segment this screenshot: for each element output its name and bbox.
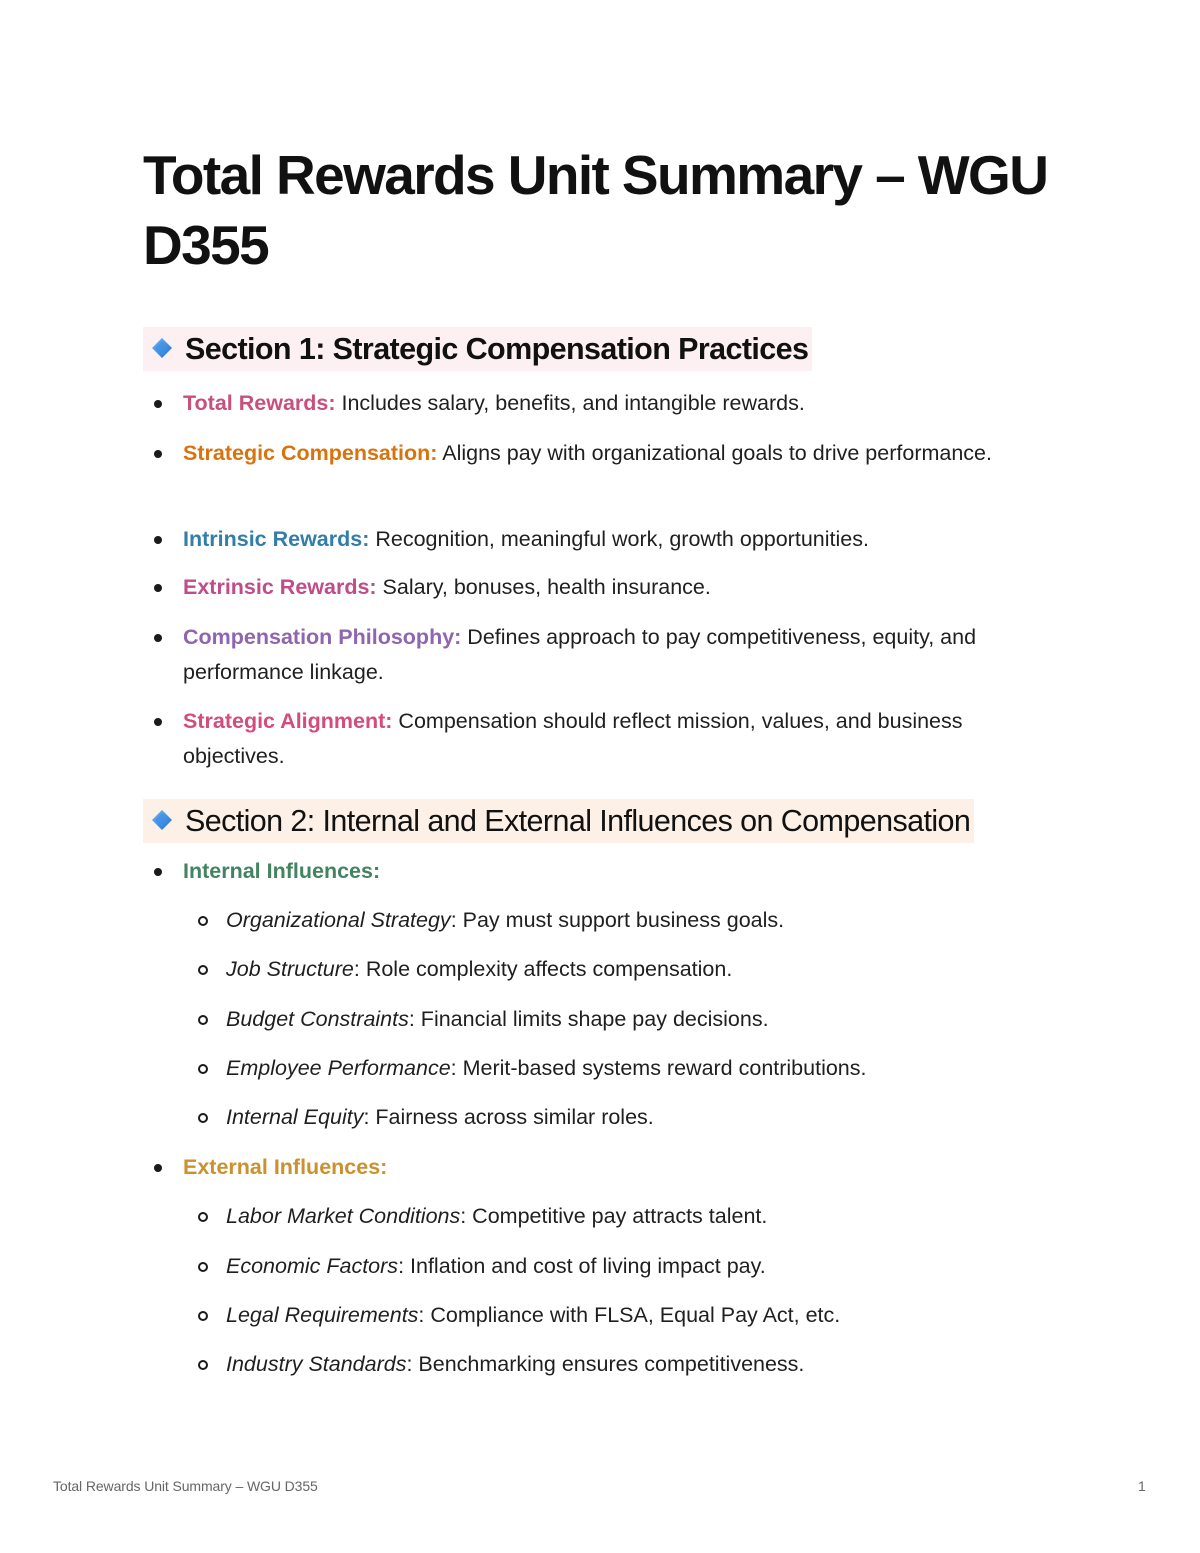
sub-term-label: Budget Constraints xyxy=(226,1007,409,1031)
sub-term-label: Labor Market Conditions xyxy=(226,1204,461,1228)
sub-term-label: Employee Performance xyxy=(226,1056,451,1080)
hollow-bullet-icon xyxy=(198,1015,208,1025)
bullet-icon xyxy=(154,868,162,876)
sub-term-description: : Inflation and cost of living impact pay. xyxy=(398,1254,766,1278)
term-description: Includes salary, benefits, and intangible rewards. xyxy=(335,391,805,415)
sub-term-description: : Pay must support business goals. xyxy=(450,908,785,932)
term-label: Total Rewards: xyxy=(183,391,336,415)
bullet-icon xyxy=(154,536,162,544)
term-description: Recognition, meaningful work, growth opportunities. xyxy=(369,527,869,551)
term-label: Extrinsic Rewards: xyxy=(183,575,377,599)
bullet-icon xyxy=(154,1164,162,1172)
hollow-bullet-icon xyxy=(198,1360,208,1370)
hollow-bullet-icon xyxy=(198,1064,208,1074)
section-2-heading-text: Section 2: Internal and External Influences on Compensation xyxy=(185,804,971,838)
term-label: Strategic Compensation: xyxy=(183,441,438,465)
section-1-heading xyxy=(143,327,812,371)
sub-term-label: Economic Factors xyxy=(226,1254,399,1278)
internal-influences-label: Internal Influences: xyxy=(183,859,381,883)
sub-term-label: Job Structure xyxy=(226,957,354,981)
bullet-icon xyxy=(154,718,162,726)
sub-term-description: : Fairness across similar roles. xyxy=(363,1105,654,1129)
document-title: Total Rewards Unit Summary – WGU D355 xyxy=(143,144,1048,276)
hollow-bullet-icon xyxy=(198,1262,208,1272)
page-footer-title: Total Rewards Unit Summary – WGU D355 xyxy=(53,1478,318,1494)
bullet-icon xyxy=(154,634,162,642)
term-description: Compensation should reflect mission, values, and business objectives. xyxy=(183,709,963,768)
sub-term-description: : Competitive pay attracts talent. xyxy=(460,1204,768,1228)
sub-term-description: : Role complexity affects compensation. xyxy=(353,957,733,981)
section-2-heading xyxy=(143,799,974,843)
bullet-icon xyxy=(154,584,162,592)
hollow-bullet-icon xyxy=(198,1212,208,1222)
term-label: Intrinsic Rewards: xyxy=(183,527,370,551)
hollow-bullet-icon xyxy=(198,1113,208,1123)
hollow-bullet-icon xyxy=(198,1311,208,1321)
external-influences-label: External Influences: xyxy=(183,1155,388,1179)
sub-term-label: Internal Equity xyxy=(226,1105,364,1129)
sub-term-description: : Merit-based systems reward contributions. xyxy=(450,1056,867,1080)
page-number: 1 xyxy=(1138,1478,1146,1494)
sub-term-description: : Benchmarking ensures competitiveness. xyxy=(406,1352,805,1376)
term-description: Aligns pay with organizational goals to drive performance. xyxy=(437,441,992,465)
term-label: Compensation Philosophy: xyxy=(183,625,462,649)
hollow-bullet-icon xyxy=(198,965,208,975)
term-label: Strategic Alignment: xyxy=(183,709,393,733)
bullet-icon xyxy=(154,400,162,408)
blue-diamond-icon xyxy=(151,809,173,831)
hollow-bullet-icon xyxy=(198,916,208,926)
sub-term-label: Industry Standards xyxy=(226,1352,407,1376)
term-description: Salary, bonuses, health insurance. xyxy=(376,575,711,599)
sub-term-label: Organizational Strategy xyxy=(226,908,451,932)
sub-term-description: : Compliance with FLSA, Equal Pay Act, etc. xyxy=(418,1303,841,1327)
sub-term-description: : Financial limits shape pay decisions. xyxy=(408,1007,769,1031)
term-description: Defines approach to pay competitiveness, equity, and performance linkage. xyxy=(183,625,977,684)
section-1-heading-text: Section 1: Strategic Compensation Practices xyxy=(185,332,809,366)
sub-term-label: Legal Requirements xyxy=(226,1303,419,1327)
blue-diamond-icon xyxy=(151,337,173,359)
bullet-icon xyxy=(154,450,162,458)
